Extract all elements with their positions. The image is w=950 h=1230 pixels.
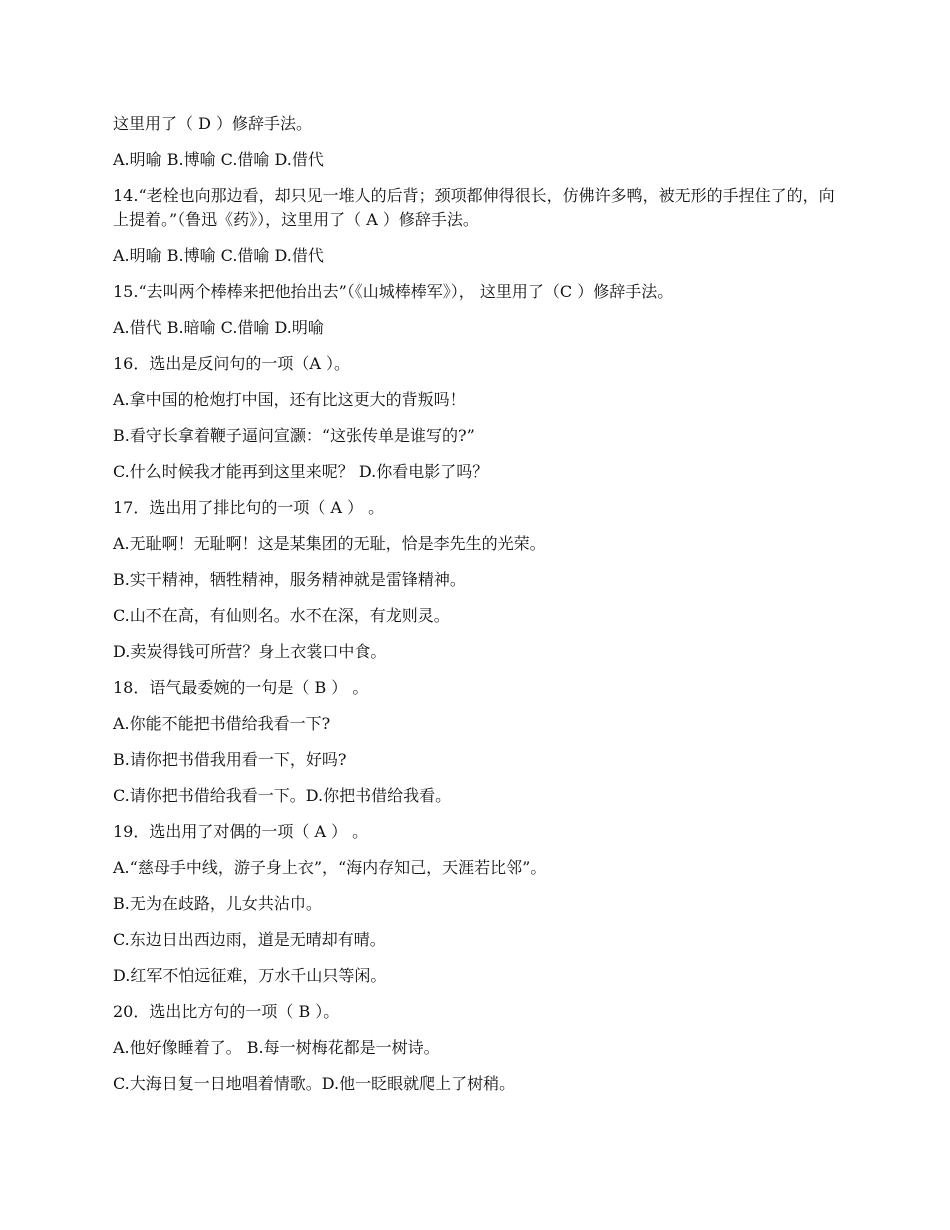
question-20-option-cd: C.大海日复一日地唱着情歌。D.他一眨眼就爬上了树稍。 — [113, 1074, 516, 1093]
question-20-option-ab: A.他好像睡着了。 B.每一树梅花都是一树诗。 — [113, 1038, 440, 1057]
question-13-options: A.明喻 B.博喻 C.借喻 D.借代 — [113, 150, 324, 169]
question-15-options: A.借代 B.暗喻 C.借喻 D.明喻 — [113, 318, 324, 337]
question-18-stem: 18．语气最委婉的一句是（ B ） 。 — [113, 678, 369, 697]
question-14-options: A.明喻 B.博喻 C.借喻 D.借代 — [113, 246, 324, 265]
question-17-option-c: C.山不在高，有仙则名。水不在深，有龙则灵。 — [113, 606, 450, 625]
document-body — [113, 112, 843, 1108]
question-16-stem: 16．选出是反问句的一项（A ）。 — [113, 354, 351, 373]
question-18-option-a: A.你能不能把书借给我看一下? — [113, 714, 331, 733]
question-20-stem: 20．选出比方句的一项（ B ）。 — [113, 1002, 340, 1021]
question-17-option-b: B.实干精神，牺牲精神，服务精神就是雷锋精神。 — [113, 570, 466, 589]
question-13-stem-end: 这里用了（ D ）修辞手法。 — [113, 114, 313, 133]
question-17-option-d: D.卖炭得钱可所营？身上衣裳口中食。 — [113, 642, 387, 661]
question-19-option-a: A.“慈母手中线，游子身上衣”，“海内存知己，天涯若比邻”。 — [113, 858, 547, 877]
question-16-option-a: A.拿中国的枪炮打中国，还有比这更大的背叛吗！ — [113, 390, 466, 409]
question-17-stem: 17．选出用了排比句的一项（ A ） 。 — [113, 498, 385, 517]
question-18-option-b: B.请你把书借我用看一下，好吗? — [113, 750, 347, 769]
question-18-option-cd: C.请你把书借给我看一下。D.你把书借给我看。 — [113, 786, 452, 805]
question-14-stem: 14.“老栓也向那边看，却只见一堆人的后背；颈项都伸得很长，仿佛许多鸭，被无形的手捏住了的，向上提着。”（鲁迅《药》），这里用了（ A ）修辞手法。 — [113, 186, 835, 229]
question-19-option-d: D.红军不怕远征难，万水千山只等闲。 — [113, 966, 387, 985]
question-16-option-cd: C.什么时候我才能再到这里来呢？ D.你看电影了吗？ — [113, 462, 489, 481]
question-17-option-a: A.无耻啊！无耻啊！这是某集团的无耻，恰是李先生的光荣。 — [113, 534, 546, 553]
question-15-stem: 15.“去叫两个棒棒来把他抬出去”（《山城棒棒军》）， 这里用了（C ）修辞手法。 — [113, 282, 674, 301]
question-19-option-b: B.无为在歧路，儿女共沾巾。 — [113, 894, 322, 913]
question-19-stem: 19．选出用了对偶的一项（ A ） 。 — [113, 822, 369, 841]
question-16-option-b: B.看守长拿着鞭子逼问宣灏：“这张传单是谁写的?” — [113, 426, 475, 445]
question-19-option-c: C.东边日出西边雨，道是无晴却有晴。 — [113, 930, 386, 949]
